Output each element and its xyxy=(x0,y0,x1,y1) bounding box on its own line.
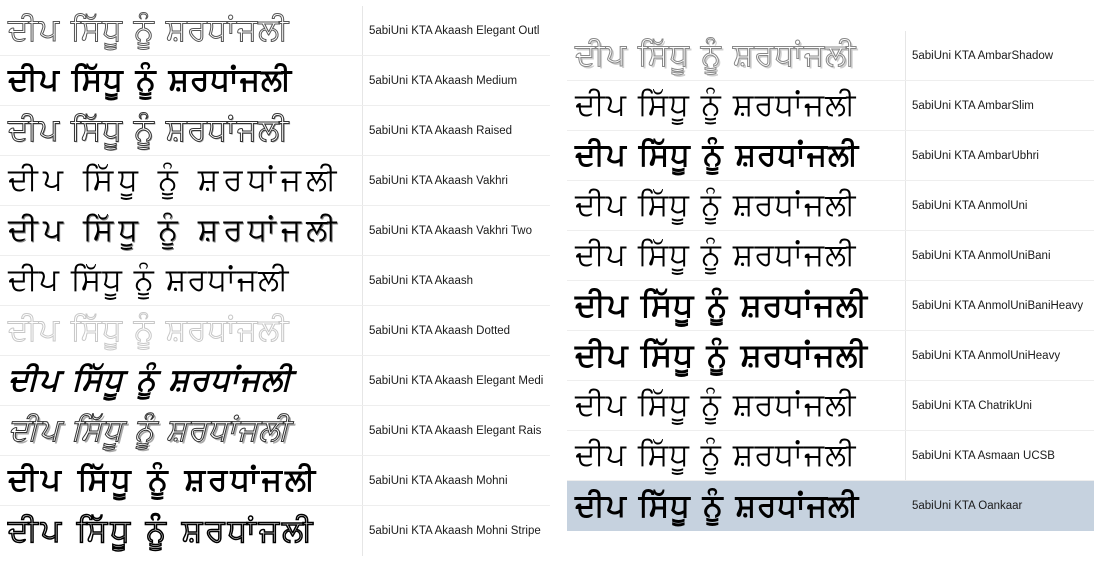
font-preview-text: ਦੀਪ ਸਿੱਧੂ ਨੂੰ ਸ਼ਰਧਾਂਜਲੀ xyxy=(575,336,868,374)
font-preview-text: ਦੀਪ ਸਿੱਧੂ ਨੂੰ ਸ਼ਰਧਾਂਜਲੀ xyxy=(575,87,857,123)
font-name-label: 5abiUni KTA Akaash Elegant Rais xyxy=(362,406,550,455)
font-list-item[interactable] xyxy=(567,131,1094,181)
font-preview-text: ਦੀਪ ਸਿੱਧੂ ਨੂੰ ਸ਼ਰਧਾਂਜਲੀ xyxy=(8,162,342,198)
font-list-item[interactable] xyxy=(567,31,1094,81)
font-name-label: 5abiUni KTA AnmolUniBani xyxy=(905,231,1094,280)
font-preview-text: ਦੀਪ ਸਿੱਧੂ ਨੂੰ ਸ਼ਰਧਾਂਜਲੀ xyxy=(8,462,319,498)
font-name-label: 5abiUni KTA Asmaan UCSB xyxy=(905,431,1094,480)
font-name-label: 5abiUni KTA Akaash Vakhri xyxy=(362,156,550,205)
font-name-label: 5abiUni KTA Akaash Mohni xyxy=(362,456,550,505)
font-name-label: 5abiUni KTA AnmolUniBaniHeavy xyxy=(905,281,1094,330)
font-preview-text: ਦੀਪ ਸਿੱਧੂ ਨੂੰ ਸ਼ਰਧਾਂਜਲੀ xyxy=(575,437,857,473)
font-preview-text: ਦੀਪ ਸਿੱਧੂ ਨੂੰ ਸ਼ਰਧਾਂਜਲੀ xyxy=(8,12,290,48)
font-preview-text: ਦੀਪ ਸਿੱਧੂ ਨੂੰ ਸ਼ਰਧਾਂਜਲੀ xyxy=(8,512,316,549)
font-name-label: 5abiUni KTA ChatrikUni xyxy=(905,381,1094,430)
font-preview-text: ਦੀਪ ਸਿੱਧੂ ਨੂੰ ਸ਼ਰਧਾਂਜਲੀ xyxy=(8,62,293,98)
font-preview-text: ਦੀਪ ਸਿੱਧੂ ਨੂੰ ਸ਼ਰਧਾਂਜਲੀ xyxy=(575,387,857,423)
font-list-item[interactable] xyxy=(0,56,550,106)
font-preview-text: ਦੀਪ ਸਿੱਧੂ ਨੂੰ ਸ਼ਰਧਾਂਜਲੀ xyxy=(575,187,857,223)
font-list-right xyxy=(567,31,1094,531)
font-preview-text: ਦੀਪ ਸਿੱਧੂ ਨੂੰ ਸ਼ਰਧਾਂਜਲੀ xyxy=(8,112,290,148)
font-preview-text: ਦੀਪ ਸਿੱਧੂ ਨੂੰ ਸ਼ਰਧਾਂਜਲੀ xyxy=(8,412,290,448)
font-name-label: 5abiUni KTA Oankaar xyxy=(905,481,1094,531)
font-list-item[interactable] xyxy=(0,306,550,356)
font-preview-text: ਦੀਪ ਸਿੱਧੂ ਨੂੰ ਸ਼ਰਧਾਂਜਲੀ xyxy=(8,362,293,398)
font-list-item[interactable] xyxy=(0,456,550,506)
font-name-label: 5abiUni KTA Akaash Medium xyxy=(362,56,550,105)
font-list-item[interactable] xyxy=(0,156,550,206)
font-list-item[interactable] xyxy=(567,431,1094,481)
font-preview-text: ਦੀਪ ਸਿੱਧੂ ਨੂੰ ਸ਼ਰਧਾਂਜਲੀ xyxy=(575,137,860,173)
font-list-item[interactable] xyxy=(0,356,550,406)
font-list-item[interactable] xyxy=(0,206,550,256)
font-list-item[interactable] xyxy=(567,281,1094,331)
font-list-item[interactable] xyxy=(0,106,550,156)
font-list-item[interactable] xyxy=(567,481,1094,531)
font-name-label: 5abiUni KTA Akaash Elegant Outl xyxy=(362,6,550,55)
font-list-item[interactable] xyxy=(567,381,1094,431)
font-preview-text: ਦੀਪ ਸਿੱਧੂ ਨੂੰ ਸ਼ਰਧਾਂਜਲੀ xyxy=(575,286,868,324)
font-preview-text: ਦੀਪ ਸਿੱਧੂ ਨੂੰ ਸ਼ਰਧਾਂਜਲੀ xyxy=(575,37,857,73)
font-list-item[interactable] xyxy=(0,406,550,456)
font-preview-text: ਦੀਪ ਸਿੱਧੂ ਨੂੰ ਸ਼ਰਧਾਂਜਲੀ xyxy=(8,312,290,348)
font-list-item[interactable] xyxy=(567,181,1094,231)
font-list-item[interactable] xyxy=(567,231,1094,281)
font-list-left xyxy=(0,6,550,556)
font-name-label: 5abiUni KTA Akaash xyxy=(362,256,550,305)
font-name-label: 5abiUni KTA AmbarShadow xyxy=(905,31,1094,80)
font-name-label: 5abiUni KTA Akaash Dotted xyxy=(362,306,550,355)
font-name-label: 5abiUni KTA Akaash Mohni Stripe xyxy=(362,506,550,556)
font-preview-text: ਦੀਪ ਸਿੱਧੂ ਨੂੰ ਸ਼ਰਧਾਂਜਲੀ xyxy=(8,212,342,248)
font-name-label: 5abiUni KTA AnmolUni xyxy=(905,181,1094,230)
font-name-label: 5abiUni KTA AnmolUniHeavy xyxy=(905,331,1094,380)
font-list-item[interactable] xyxy=(567,331,1094,381)
font-name-label: 5abiUni KTA Akaash Vakhri Two xyxy=(362,206,550,255)
font-list-item[interactable] xyxy=(0,256,550,306)
font-preview-text: ਦੀਪ ਸਿੱਧੂ ਨੂੰ ਸ਼ਰਧਾਂਜਲੀ xyxy=(575,487,860,524)
font-preview-text: ਦੀਪ ਸਿੱਧੂ ਨੂੰ ਸ਼ਰਧਾਂਜਲੀ xyxy=(8,262,290,298)
font-list-item[interactable] xyxy=(0,6,550,56)
font-name-label: 5abiUni KTA Akaash Elegant Medi xyxy=(362,356,550,405)
font-name-label: 5abiUni KTA AmbarSlim xyxy=(905,81,1094,130)
font-name-label: 5abiUni KTA AmbarUbhri xyxy=(905,131,1094,180)
font-preview-text: ਦੀਪ ਸਿੱਧੂ ਨੂੰ ਸ਼ਰਧਾਂਜਲੀ xyxy=(575,237,857,273)
font-name-label: 5abiUni KTA Akaash Raised xyxy=(362,106,550,155)
font-list-item[interactable] xyxy=(0,506,550,556)
font-list-item[interactable] xyxy=(567,81,1094,131)
